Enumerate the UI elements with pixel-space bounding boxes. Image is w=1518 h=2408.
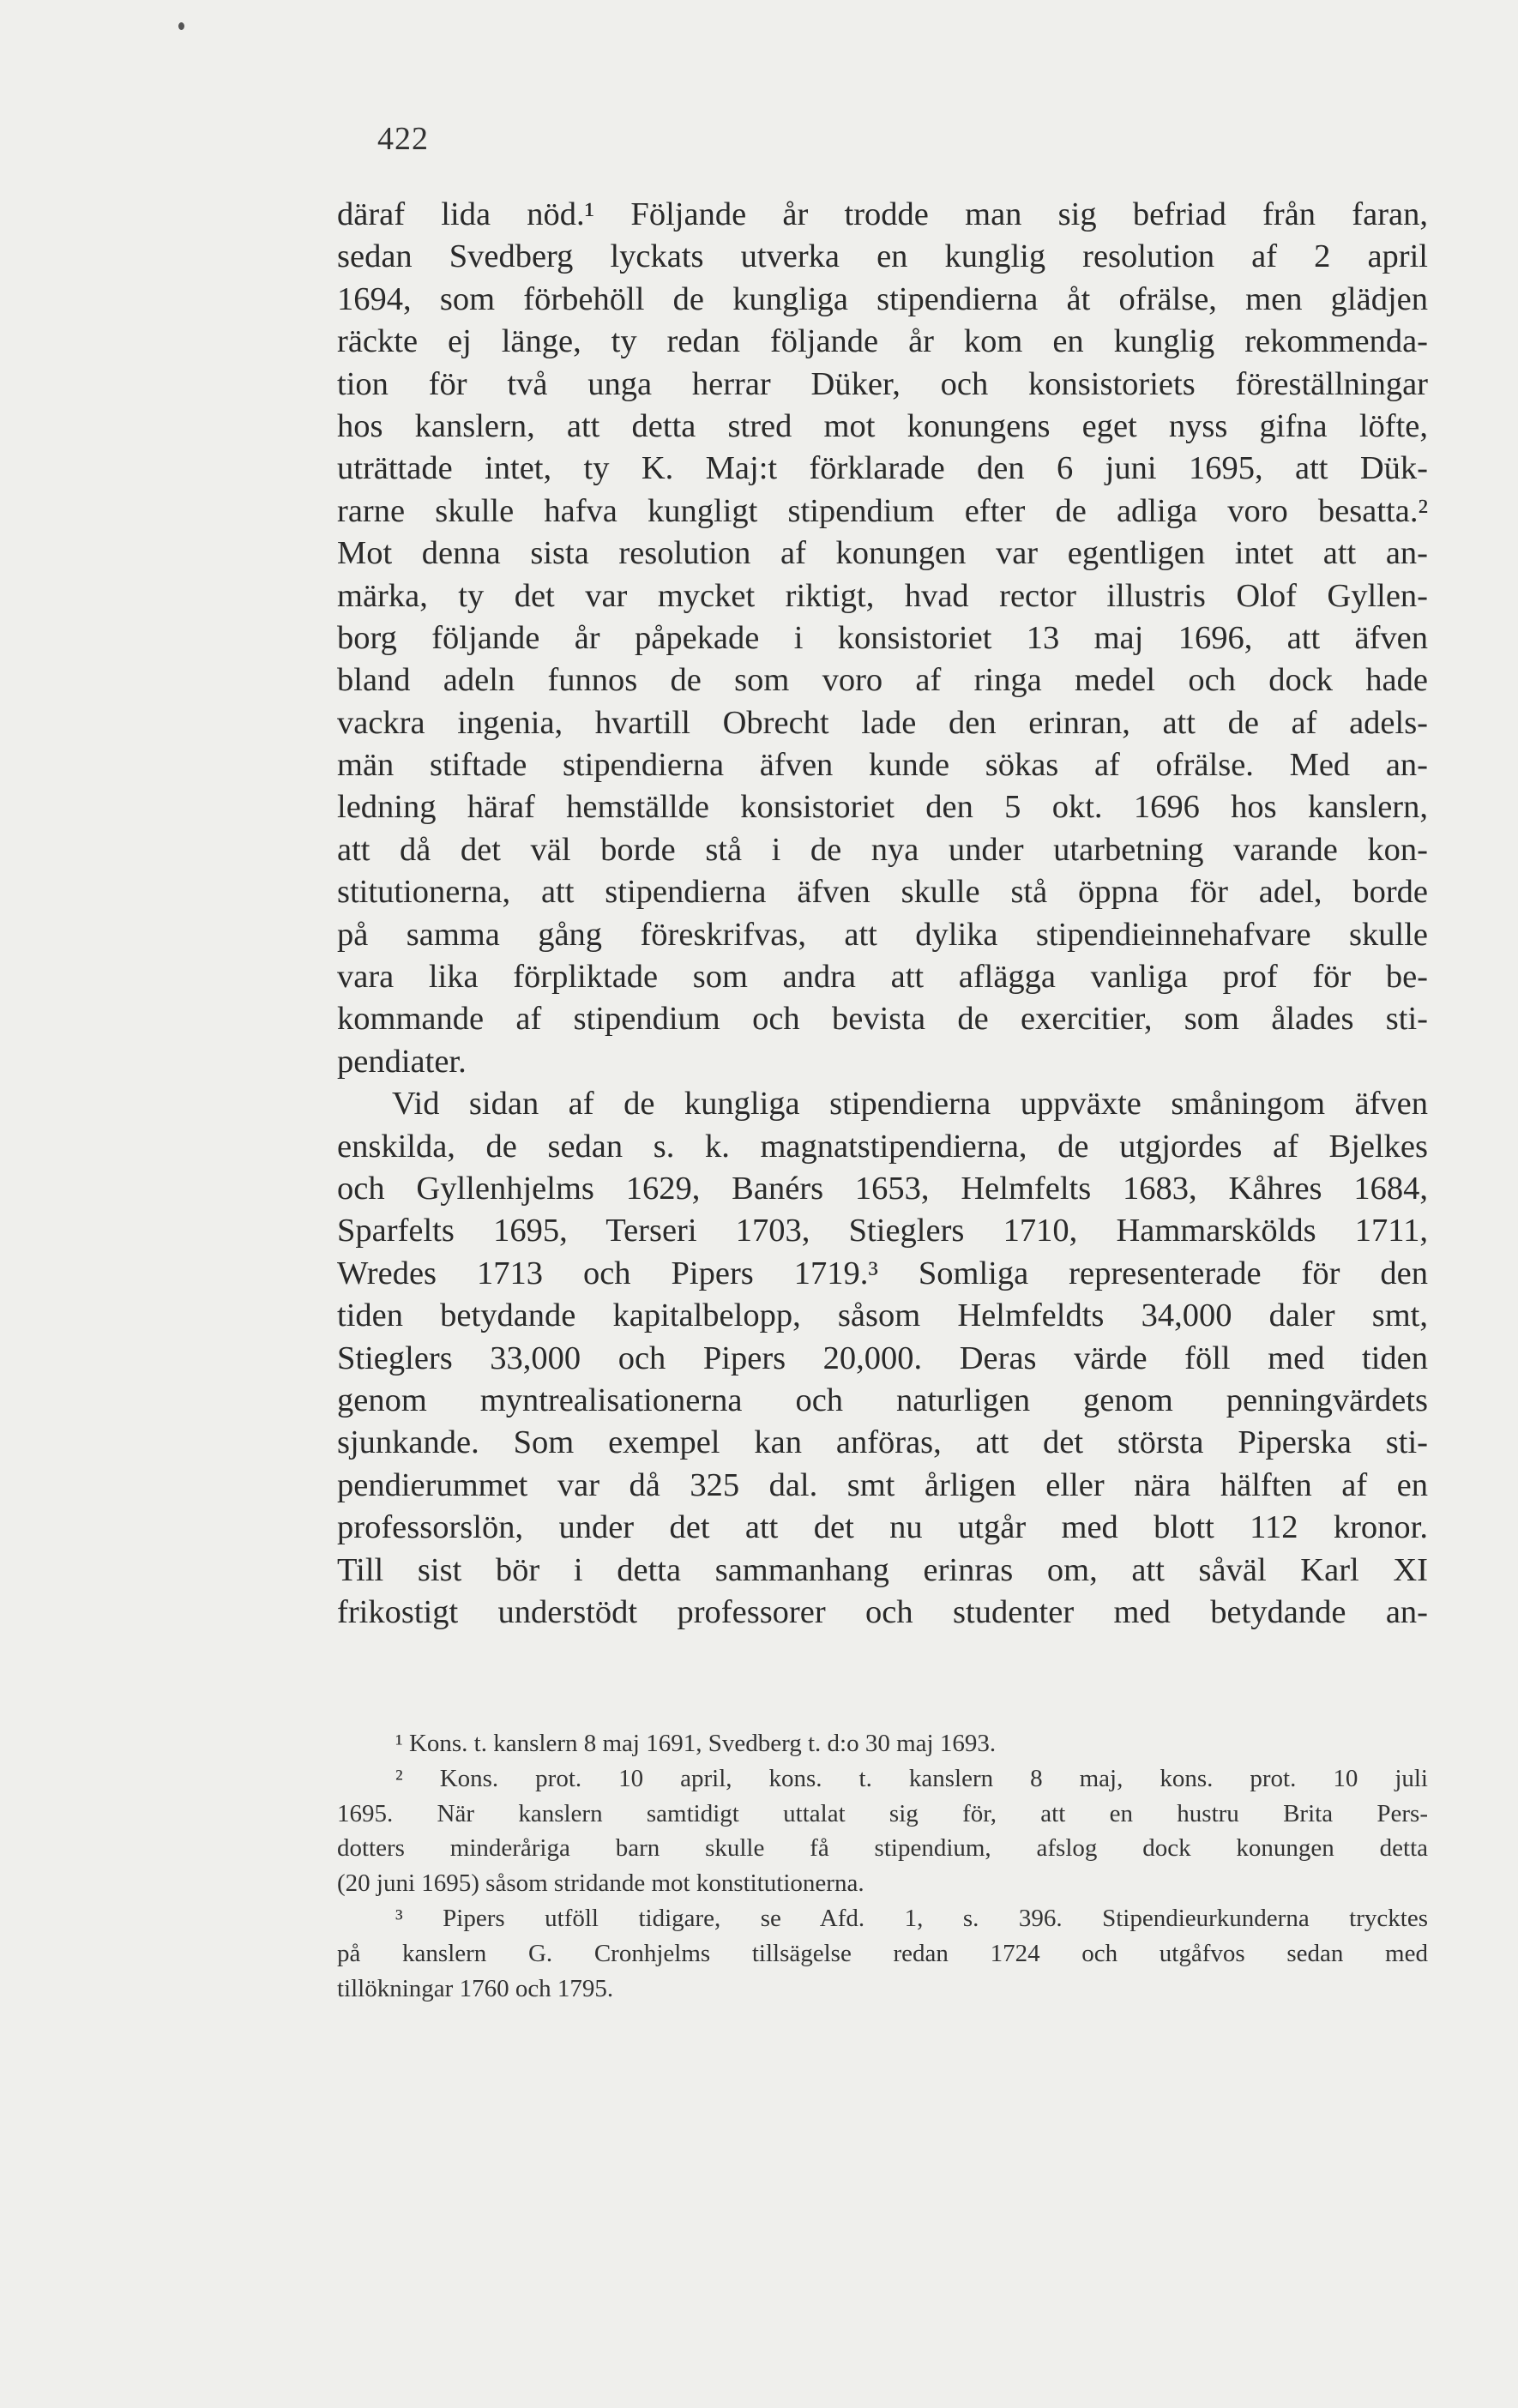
body-line: på samma gång föreskrifvas, att dylika stipendieinnehafvare skulle xyxy=(337,916,1428,953)
footnote-line: tillökningar 1760 och 1795. xyxy=(337,1974,614,2002)
body-line: frikostigt understödt professorer och studenter med betydande an- xyxy=(337,1593,1428,1630)
footnote-line: ² Kons. prot. 10 april, kons. t. kanslern 8 maj, kons. prot. 10 juli xyxy=(395,1764,1428,1792)
body-line: borg följande år påpekade i konsistoriet 13 maj 1696, att äfven xyxy=(337,619,1428,656)
body-line: rarne skulle hafva kungligt stipendium efter de adliga voro besatta.² xyxy=(337,492,1428,529)
body-text xyxy=(337,194,1428,1634)
body-line: 1694, som förbehöll de kungliga stipendierna åt ofrälse, men glädjen xyxy=(337,280,1428,317)
footnote-line: ¹ Kons. t. kanslern 8 maj 1691, Svedberg t. d:o 30 maj 1693. xyxy=(395,1730,997,1757)
footnote-line: dotters minderåriga barn skulle få stipendium, afslog dock konungen detta xyxy=(337,1834,1428,1863)
body-line: ledning häraf hemställde konsistoriet den 5 okt. 1696 hos kanslern, xyxy=(337,789,1428,826)
body-line: räckte ej länge, ty redan följande år kom en kunglig rekommenda- xyxy=(337,323,1428,360)
body-line: vara lika förpliktade som andra att aflägga vanliga prof för be- xyxy=(337,959,1428,996)
footnotes xyxy=(337,1726,1428,2006)
body-line: professorslön, under det att det nu utgår med blott 112 kronor. xyxy=(337,1509,1428,1546)
body-line: män stiftade stipendierna äfven kunde sökas af ofrälse. Med an- xyxy=(337,747,1428,784)
ink-speck xyxy=(178,22,184,30)
body-line: Wredes 1713 och Pipers 1719.³ Somliga representerade för den xyxy=(337,1255,1428,1291)
body-line: sjunkande. Som exempel kan anföras, att det största Piperska sti- xyxy=(337,1424,1428,1461)
footnote-line: (20 juni 1695) såsom stridande mot konstitutionerna. xyxy=(337,1869,864,1898)
body-line: genom myntrealisationerna och naturligen genom penningvärdets xyxy=(337,1382,1428,1418)
footnote-line: på kanslern G. Cronhjelms tillsägelse redan 1724 och utgåfvos sedan med xyxy=(337,1939,1428,1967)
body-line: kommande af stipendium och bevista de exercitier, som ålades sti- xyxy=(337,1001,1428,1038)
body-line: hos kanslern, att detta stred mot konungens eget nyss gifna löfte, xyxy=(337,407,1428,444)
body-line: stitutionerna, att stipendierna äfven skulle stå öppna för adel, borde xyxy=(337,874,1428,911)
body-line: Vid sidan af de kungliga stipendierna uppväxte småningom äfven xyxy=(392,1086,1428,1123)
footnote-line: 1695. När kanslern samtidigt uttalat sig för, att en hustru Brita Pers- xyxy=(337,1799,1428,1827)
body-line: bland adeln funnos de som voro af ringa medel och dock hade xyxy=(337,662,1428,699)
body-line: tiden betydande kapitalbelopp, såsom Helmfeldts 34,000 daler smt, xyxy=(337,1297,1428,1334)
body-line: uträttade intet, ty K. Maj:t förklarade den 6 juni 1695, att Dük- xyxy=(337,450,1428,487)
body-line: däraf lida nöd.¹ Följande år trodde man sig befriad från faran, xyxy=(337,196,1428,232)
body-line: Till sist bör i detta sammanhang erinras om, att såväl Karl XI xyxy=(337,1551,1428,1588)
body-line: att då det väl borde stå i de nya under utarbetning varande kon- xyxy=(337,831,1428,868)
body-line: pendiater. xyxy=(337,1043,467,1080)
body-line: och Gyllenhjelms 1629, Banérs 1653, Helmfelts 1683, Kåhres 1684, xyxy=(337,1170,1428,1207)
body-line: Mot denna sista resolution af konungen var egentligen intet att an- xyxy=(337,535,1428,572)
footnote-line: ³ Pipers utföll tidigare, se Afd. 1, s. 396. Stipendieurkunderna trycktes xyxy=(395,1904,1428,1932)
body-line: Stieglers 33,000 och Pipers 20,000. Deras värde föll med tiden xyxy=(337,1339,1428,1376)
body-line: vackra ingenia, hvartill Obrecht lade den erinran, att de af adels- xyxy=(337,704,1428,741)
page-number: 422 xyxy=(377,121,429,157)
body-line: sedan Svedberg lyckats utverka en kunglig resolution af 2 april xyxy=(337,238,1428,275)
body-line: märka, ty det var mycket riktigt, hvad rector illustris Olof Gyllen- xyxy=(337,577,1428,614)
body-line: pendierummet var då 325 dal. smt årligen eller nära hälften af en xyxy=(337,1466,1428,1503)
body-line: Sparfelts 1695, Terseri 1703, Stieglers 1710, Hammarskölds 1711, xyxy=(337,1213,1428,1249)
body-line: enskilda, de sedan s. k. magnatstipendierna, de utgjordes af Bjelkes xyxy=(337,1128,1428,1165)
body-line: tion för två unga herrar Düker, och konsistoriets föreställningar xyxy=(337,365,1428,402)
